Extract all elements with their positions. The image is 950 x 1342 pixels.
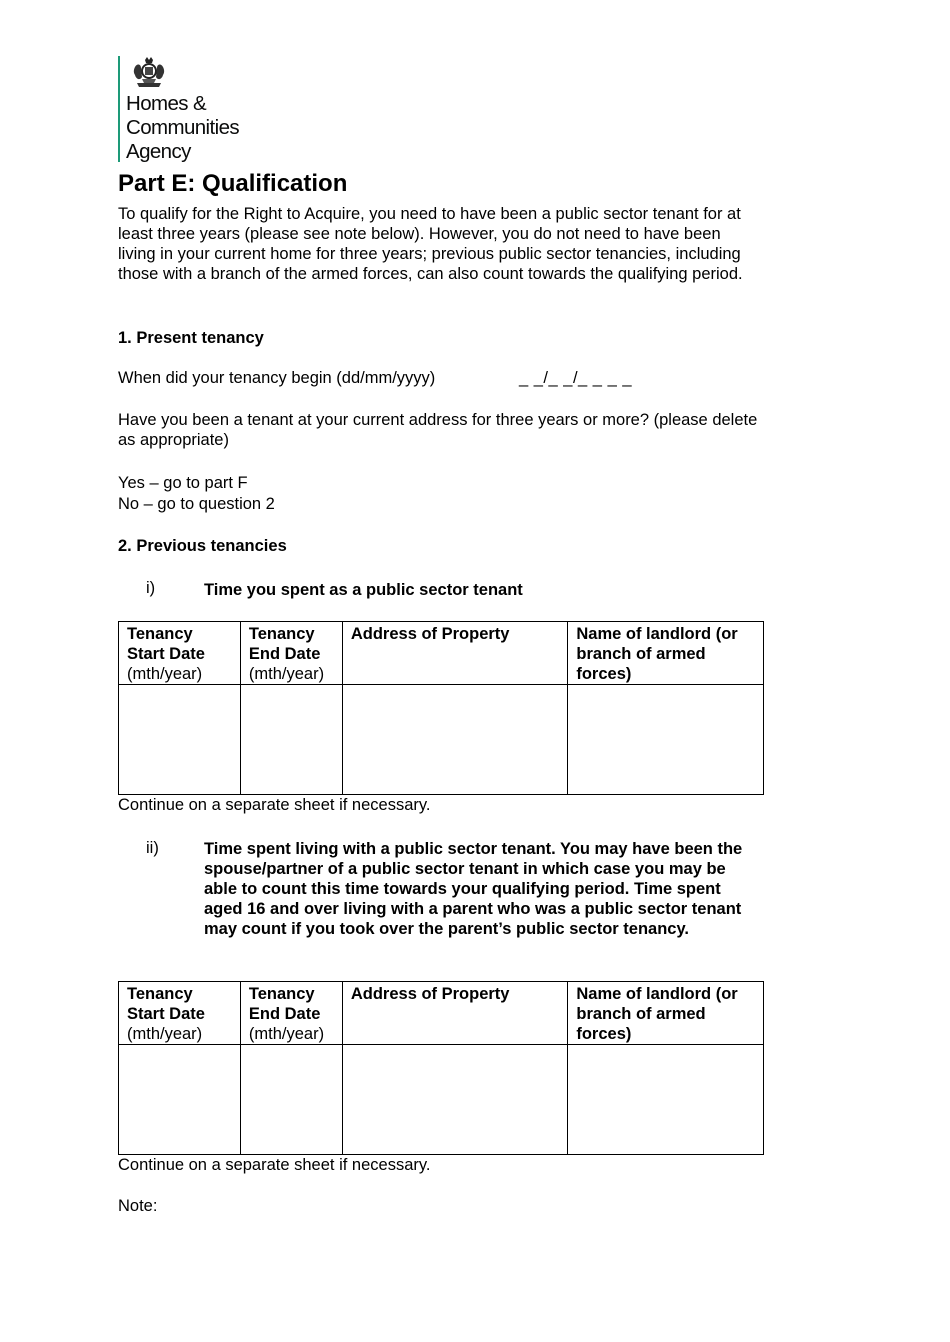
option-no[interactable]: No – go to question 2 — [118, 495, 275, 513]
part-i-heading: Time you spent as a public sector tenant — [204, 581, 523, 599]
part-ii-heading: Time spent living with a public sector tenant. You may have been the spouse/partner of a public sector tenant in which case you may be able to count this time towards your qualifying period. Time spent aged 16 and over living with a parent who was a public sector tenant may count if you took over the parent’s public sector tenancy. — [204, 840, 743, 938]
col-address — [342, 982, 568, 1045]
option-yes[interactable]: Yes – go to part F — [118, 474, 248, 492]
hca-logo — [118, 56, 258, 164]
table-row — [119, 685, 764, 795]
address-cell[interactable] — [342, 1045, 568, 1155]
living-with-tenant-table — [118, 981, 764, 1155]
intro-paragraph: To qualify for the Right to Acquire, you need to have been a public sector tenant for at least three years (please see note below). However, you do not need to have been living in your current home for three years; previous public sector tenancies, including those with a branch of the armed forces, can also count towards the qualifying period. — [118, 205, 743, 283]
tenancy-start-date-field[interactable]: _ _/_ _/_ _ _ _ — [519, 369, 633, 387]
start-date-cell[interactable] — [119, 685, 241, 795]
logo-line-3: Agency — [126, 140, 191, 163]
col-landlord-label: Name of landlord (or branch of armed forces) — [576, 985, 738, 1043]
col-start-date-unit: (mth/year) — [127, 1025, 203, 1043]
continue-note-2: Continue on a separate sheet if necessary. — [118, 1156, 431, 1174]
logo-wordmark — [126, 92, 239, 164]
end-date-cell[interactable] — [240, 1045, 342, 1155]
end-date-cell[interactable] — [240, 685, 342, 795]
note-label: Note: — [118, 1197, 158, 1215]
table-header-row — [119, 982, 764, 1045]
section-1-heading: 1. Present tenancy — [118, 329, 264, 347]
logo-line-2: Communities — [126, 116, 240, 139]
part-i-numeral: i) — [146, 579, 156, 597]
part-ii-numeral: ii) — [146, 839, 159, 857]
continue-note-1: Continue on a separate sheet if necessary. — [118, 796, 431, 814]
logo-accent-bar — [118, 56, 120, 162]
tenancy-start-question: When did your tenancy begin (dd/mm/yyyy) — [118, 369, 436, 387]
col-address-label: Address of Property — [350, 625, 510, 643]
col-address-label: Address of Property — [350, 985, 510, 1003]
logo-line-1: Homes & — [126, 92, 207, 115]
col-end-date-unit: (mth/year) — [248, 665, 325, 683]
col-end-date — [240, 622, 342, 685]
royal-coat-of-arms-icon — [132, 57, 166, 89]
col-start-date — [119, 622, 241, 685]
col-end-date-unit: (mth/year) — [248, 1025, 325, 1043]
landlord-cell[interactable] — [568, 1045, 764, 1155]
col-start-date-label: Tenancy Start Date — [127, 625, 205, 663]
section-2-heading: 2. Previous tenancies — [118, 537, 287, 555]
address-cell[interactable] — [342, 685, 568, 795]
col-end-date-label: Tenancy End Date — [248, 625, 321, 663]
col-start-date-label: Tenancy Start Date — [127, 985, 205, 1023]
table-row — [119, 1045, 764, 1155]
col-landlord — [568, 622, 764, 685]
landlord-cell[interactable] — [568, 685, 764, 795]
col-landlord — [568, 982, 764, 1045]
public-sector-tenancy-table — [118, 621, 764, 795]
col-end-date — [240, 982, 342, 1045]
col-start-date-unit: (mth/year) — [127, 665, 203, 683]
page-title: Part E: Qualification — [118, 170, 348, 197]
table-header-row — [119, 622, 764, 685]
col-end-date-label: Tenancy End Date — [248, 985, 321, 1023]
col-address — [342, 622, 568, 685]
three-years-question: Have you been a tenant at your current address for three years or more? (please delete as appropriate) — [118, 411, 758, 449]
col-landlord-label: Name of landlord (or branch of armed forces) — [576, 625, 738, 683]
start-date-cell[interactable] — [119, 1045, 241, 1155]
col-start-date — [119, 982, 241, 1045]
